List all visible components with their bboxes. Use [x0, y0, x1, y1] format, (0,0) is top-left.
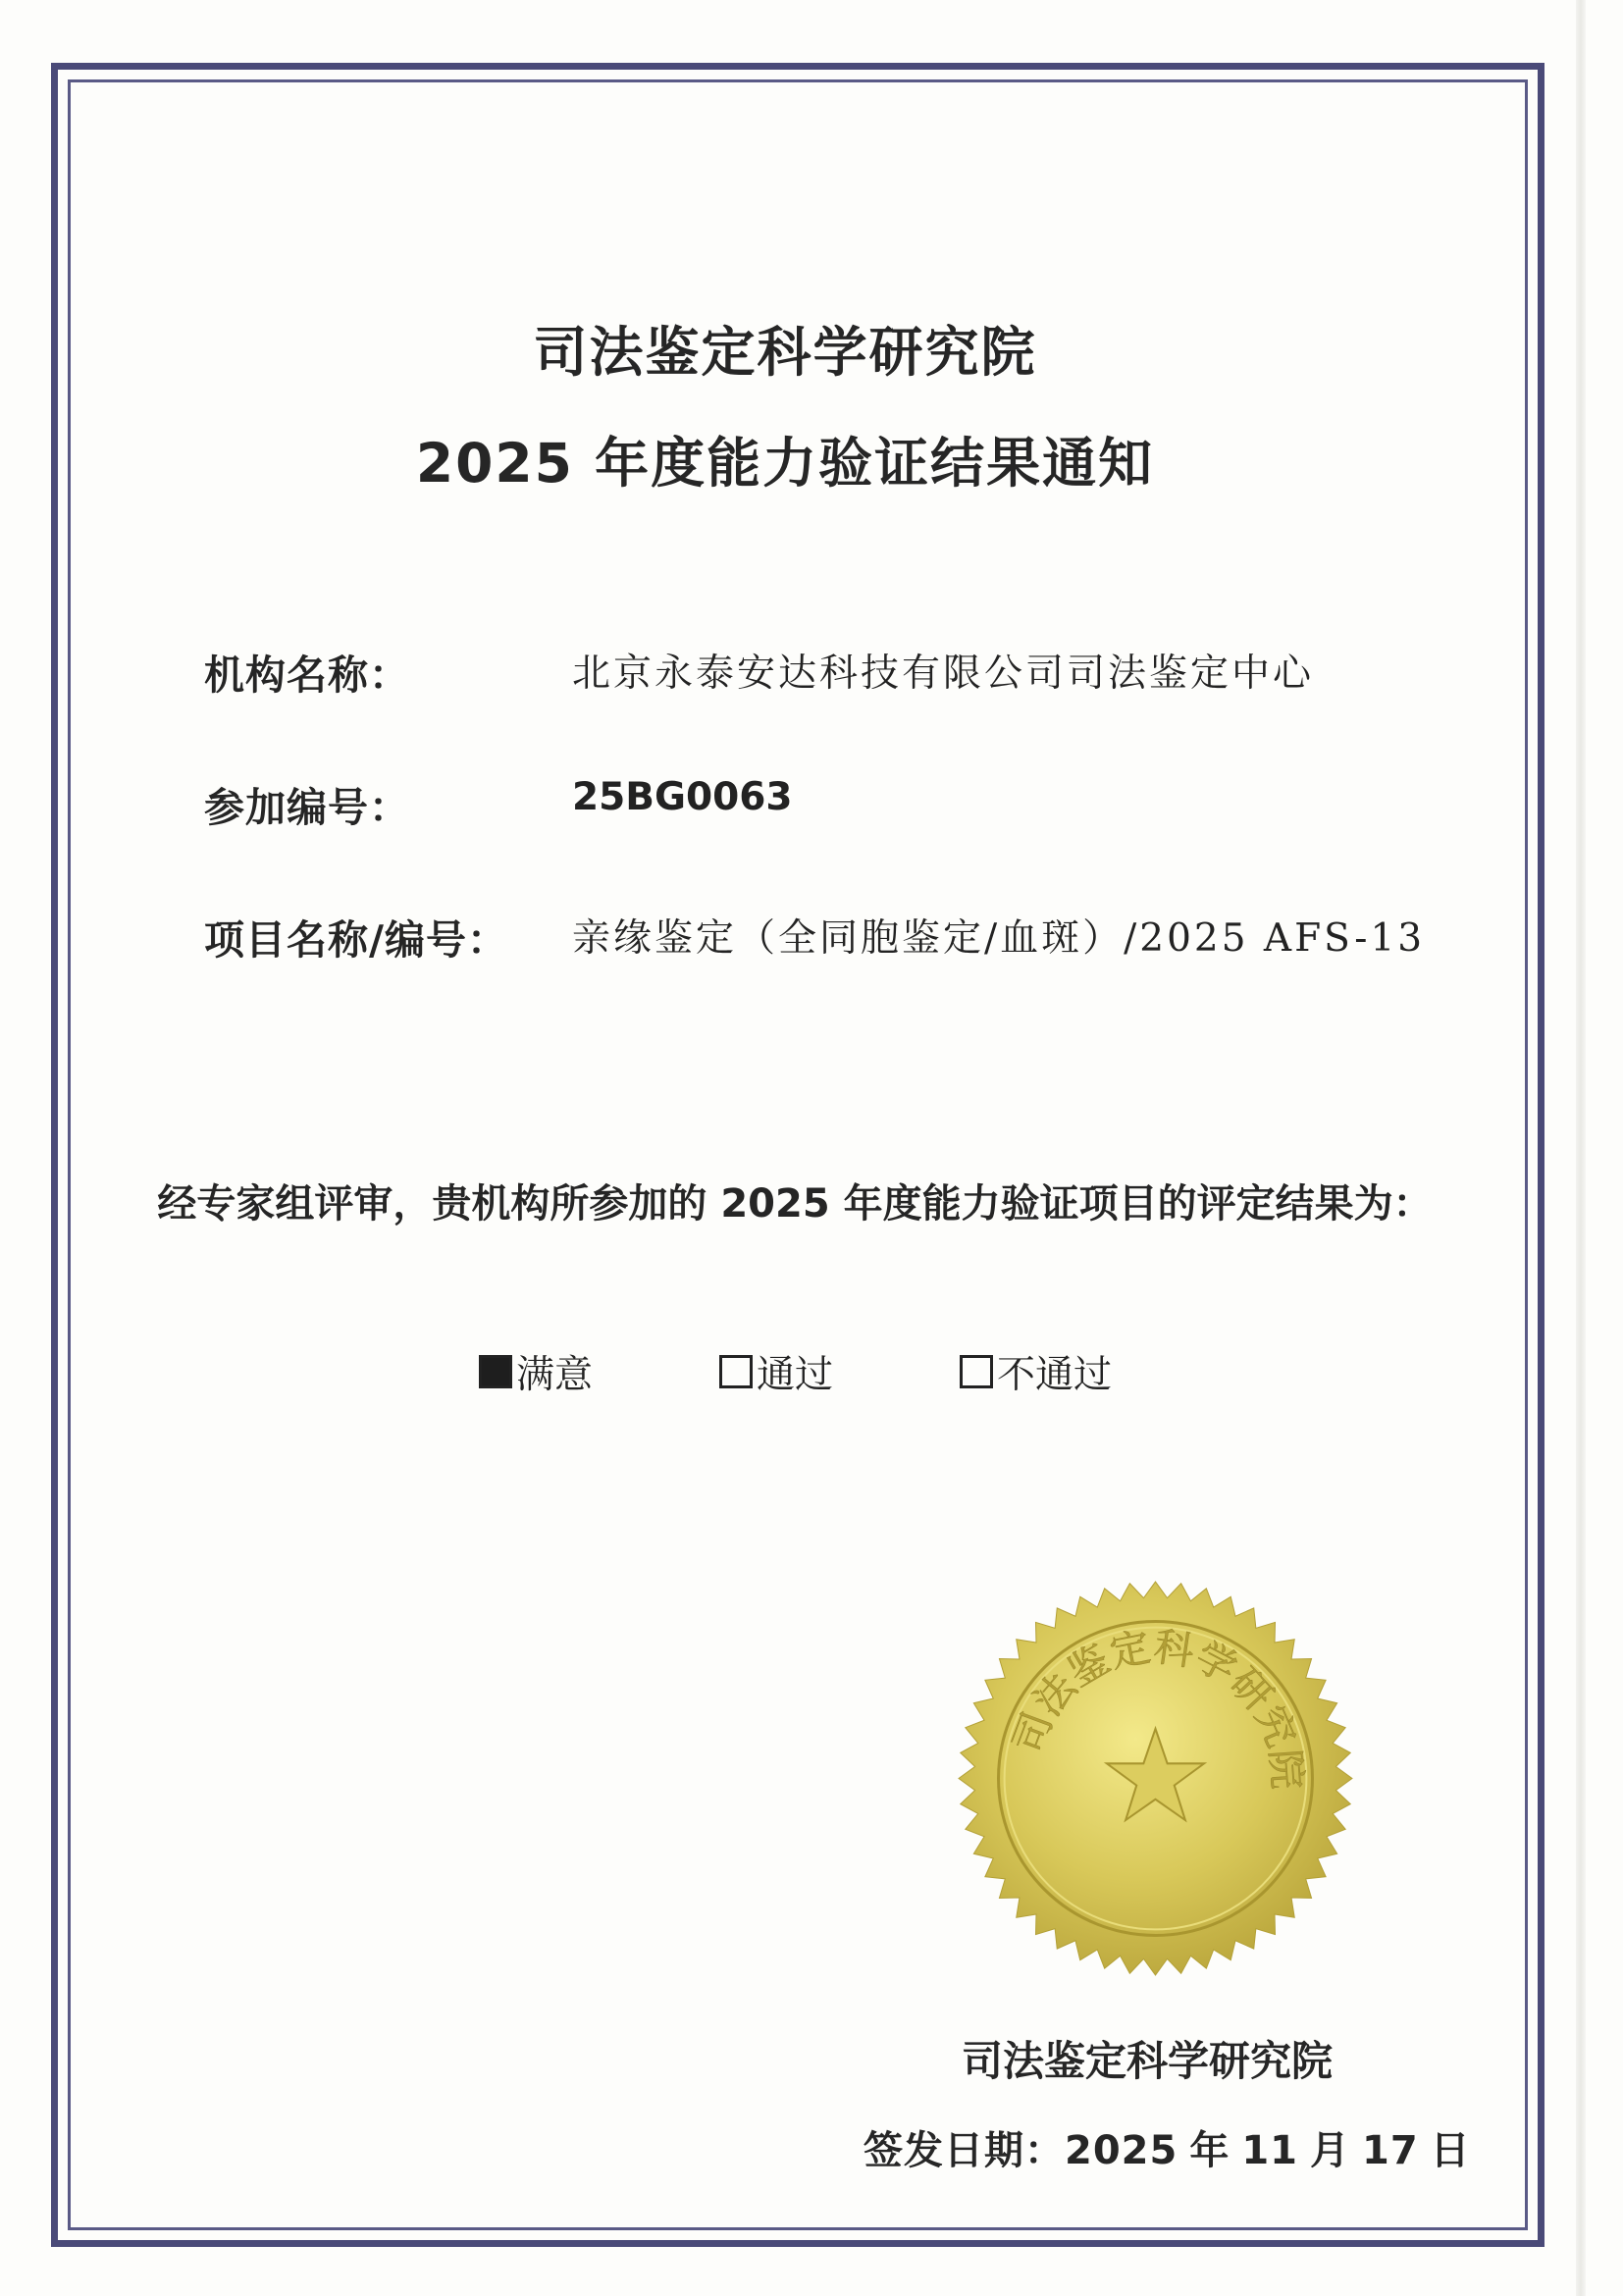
issue-date-label: 签发日期： [864, 2128, 1065, 2173]
issue-month-unit: 月 [1310, 2128, 1350, 2173]
result-option-pass [719, 1344, 833, 1399]
issue-day: 17 [1362, 2128, 1419, 2173]
result-option-fail [960, 1344, 1112, 1399]
evaluation-statement: 经专家组评审，贵机构所参加的 2025 年度能力验证项目的评定结果为： [157, 1181, 1433, 1226]
issuer-name: 司法鉴定科学研究院 [962, 2037, 1334, 2085]
project-value: 亲缘鉴定（全同胞鉴定/血斑）/2025 AFS-13 [572, 916, 1426, 961]
page-edge-shadow [1576, 0, 1586, 2296]
certificate-title-line1: 司法鉴定科学研究院 [533, 321, 1037, 384]
result-option-label: 通过 [757, 1353, 834, 1397]
certificate-title-line2: 2025 年度能力验证结果通知 [415, 432, 1155, 495]
participant-id-label: 参加编号： [204, 784, 410, 831]
result-option-label: 满意 [516, 1353, 594, 1397]
issue-date [864, 2119, 1483, 2175]
result-option-satisfactory [479, 1344, 593, 1399]
checkbox-checked [479, 1355, 512, 1388]
org-value: 北京永泰安达科技有限公司司法鉴定中心 [572, 652, 1315, 696]
issue-month: 11 [1241, 2128, 1298, 2173]
project-label: 项目名称/编号： [204, 916, 508, 964]
gold-seal [957, 1580, 1354, 1977]
checkbox-unchecked [960, 1355, 993, 1388]
issue-year: 2025 [1065, 2128, 1178, 2173]
issue-day-unit: 日 [1430, 2128, 1471, 2173]
org-label: 机构名称： [204, 652, 410, 699]
issue-year-unit: 年 [1189, 2128, 1230, 2173]
checkbox-unchecked [719, 1355, 753, 1388]
participant-id-value: 25BG0063 [572, 775, 793, 819]
result-option-label: 不通过 [997, 1353, 1113, 1397]
seal-text: 司法鉴定科学研究院 [1003, 1622, 1312, 1792]
